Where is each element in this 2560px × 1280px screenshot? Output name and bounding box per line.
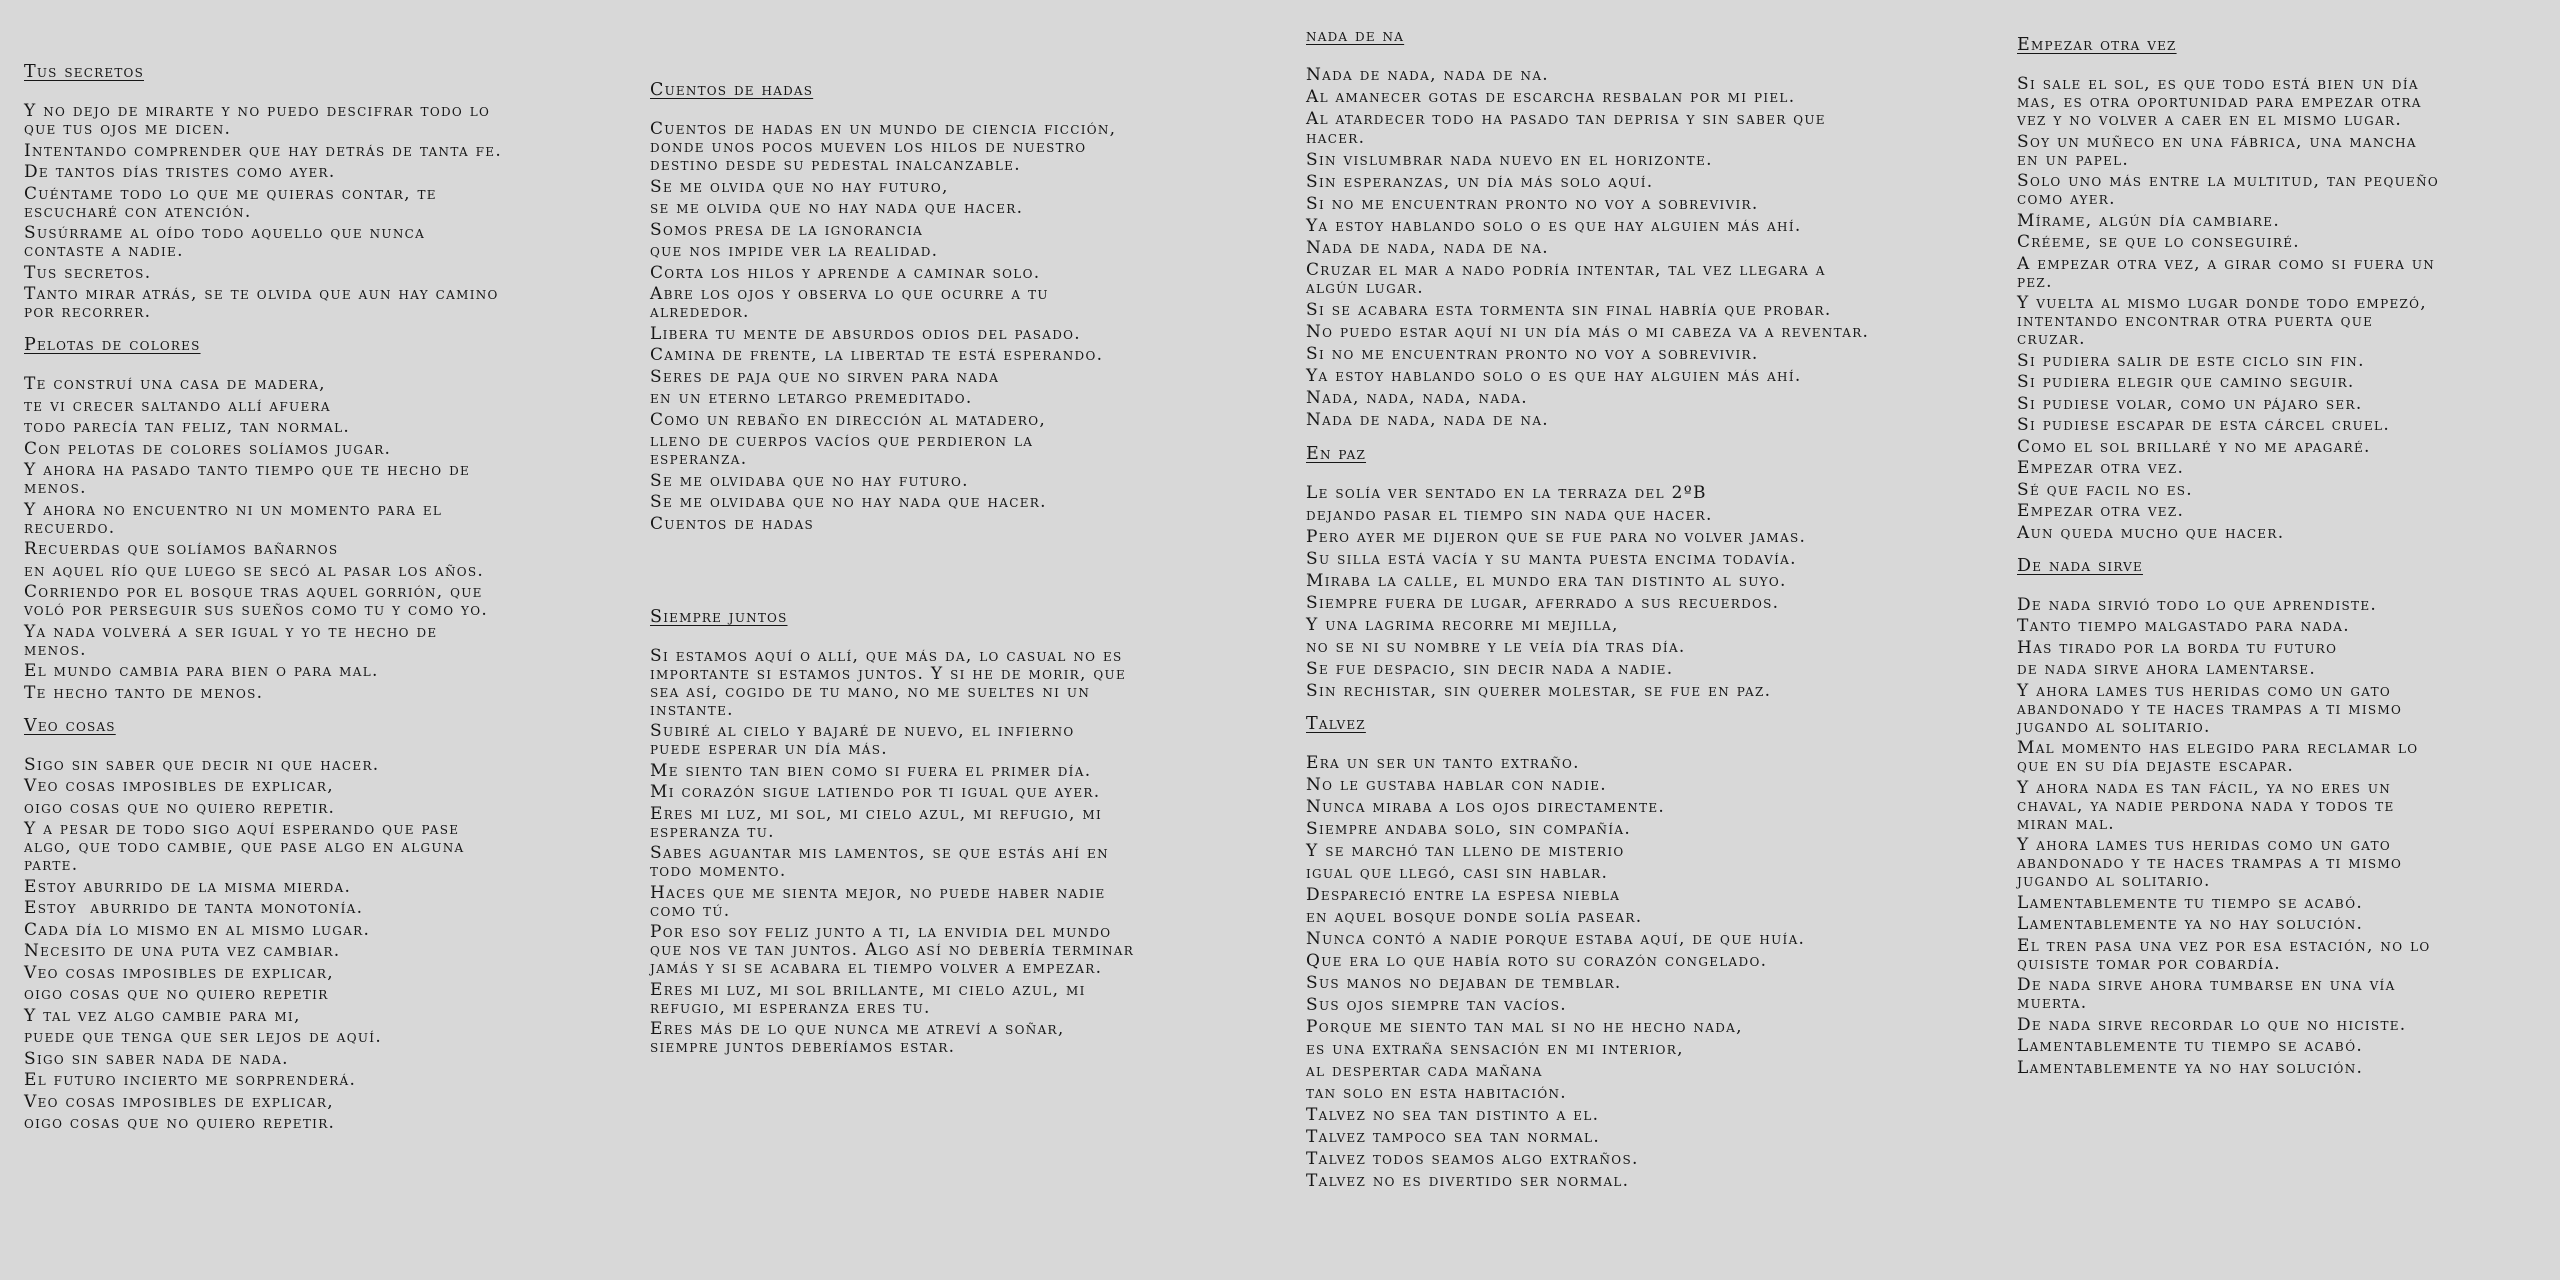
poem-line: Tus secretos. — [24, 262, 152, 283]
poem-line: Y ahora no encuentro ni un momento para el recuerdo. — [24, 499, 443, 538]
poem-line: Sin rechistar, sin querer molestar, se fue en paz. — [1306, 680, 1772, 701]
poem-line: Intentando comprender que hay detrás de tanta fe. — [24, 140, 503, 161]
poem-line: Y una lagrima recorre mi mejilla, — [1306, 614, 1619, 635]
poem-line: Y ahora nada es tan fácil, ya no eres un chaval, ya nadie perdona nada y todos te miran mal. — [2017, 777, 2395, 834]
poem-line: todo parecía tan feliz, tan normal. — [24, 417, 351, 437]
poem-line: De tantos días tristes como ayer. — [24, 162, 336, 182]
poem-line: Sin esperanzas, un día más solo aquí. — [1306, 171, 1654, 192]
poem-line: Si pudiese volar, como un pájaro ser. — [2017, 393, 2363, 414]
poem-line: Ya estoy hablando solo o es que hay alguien más ahí. — [1306, 215, 1802, 236]
poem-line: Porque me siento tan mal si no he hecho nada, — [1306, 1017, 1743, 1037]
poem-line: Abre los ojos y observa lo que ocurre a tu alrededor. — [650, 284, 1049, 322]
poem-line: Si estamos aquí o allí, que más da, lo casual no es importante si estamos juntos. Y si he de morir, que sea así, cogido de tu mano, no me sueltes ni un instante. — [650, 645, 1127, 720]
poem-line: Ya estoy hablando solo o es que hay alguien más ahí. — [1306, 366, 1802, 386]
poem-line: Cada día lo mismo en al mismo lugar. — [24, 919, 371, 940]
poem-line: Y se marchó tan lleno de misterio — [1306, 841, 1625, 861]
poem-line: Y a pesar de todo sigo aquí esperando que pase algo, que todo cambie, que pase algo en alguna parte. — [24, 819, 465, 875]
poem — [1306, 444, 1946, 701]
poem-line: Le solía ver sentado en la terraza del 2ºB — [1306, 482, 1707, 503]
column-4 — [2017, 35, 2547, 1091]
poem-line: Sus manos no dejaban de temblar. — [1306, 973, 1622, 993]
poem-line: tan solo en esta habitación. — [1306, 1083, 1568, 1103]
poem-line: Nunca miraba a los ojos directamente. — [1306, 797, 1666, 817]
poem-line: Veo cosas imposibles de explicar, — [24, 1091, 334, 1112]
poem-line: que nos impide ver la realidad. — [650, 241, 939, 261]
poem-line: Empezar otra vez. — [2017, 501, 2185, 521]
poem-line: Y no dejo de mirarte y no puedo descifrar todo lo que tus ojos me dicen. — [24, 101, 491, 139]
poem-line: Siempre fuera de lugar, aferrado a sus recuerdos. — [1306, 592, 1780, 613]
poem-line: Libera tu mente de absurdos odios del pasado. — [650, 323, 1081, 344]
poem-line: no se ni su nombre y le veía día tras día. — [1306, 636, 1686, 657]
poem-line: igual que llegó, casi sin hablar. — [1306, 863, 1609, 883]
poem-line: Has tirado por la borda tu futuro — [2017, 637, 2338, 658]
poem-line: Tanto mirar atrás, se te olvida que aun hay camino por recorrer. — [24, 284, 499, 322]
poem-line: Sabes aguantar mis lamentos, se que estás ahí en todo momento. — [650, 843, 1109, 881]
poem-title: Cuentos de hadas — [650, 80, 814, 100]
poem-line: Sus ojos siempre tan vacíos. — [1306, 995, 1567, 1015]
poem-line: Sigo sin saber que decir ni que hacer. — [24, 754, 380, 775]
poem-title: Empezar otra vez — [2017, 35, 2177, 55]
poem-line: De nada sirve recordar lo que no hiciste. — [2017, 1014, 2407, 1035]
poem-line: se me olvida que no hay nada que hacer. — [650, 198, 1024, 218]
poem-line: Nada de nada, nada de na. — [1306, 410, 1549, 430]
poem — [650, 607, 1290, 1057]
poem-line: Si no me encuentran pronto no voy a sobrevivir. — [1306, 344, 1759, 364]
poem-line: oigo cosas que no quiero repetir — [24, 984, 329, 1004]
poem-line: Soy un muñeco en una fábrica, una mancha en un papel. — [2017, 131, 2417, 170]
poem-line: Se me olvidaba que no hay futuro. — [650, 470, 969, 491]
poem-line: Susúrrame al oído todo aquello que nunca contaste a nadie. — [24, 223, 426, 261]
poem-line: Talvez tampoco sea tan normal. — [1306, 1127, 1601, 1147]
poem-line: Corta los hilos y aprende a caminar solo. — [650, 262, 1041, 283]
poem-line: Corriendo por el bosque tras aquel gorrión, que voló por perseguir sus sueños como tu y como yo. — [24, 582, 489, 620]
poem-line: Lamentablemente ya no hay solución. — [2017, 914, 2364, 934]
poem-line: Por eso soy feliz junto a ti, la envidia del mundo que nos ve tan juntos. Algo así no debería terminar jamás y si se acabara el tiempo volver a empezar. — [650, 922, 1135, 978]
poem-title: Siempre juntos — [650, 606, 788, 627]
poem-line: Al amanecer gotas de escarcha resbalan por mi piel. — [1306, 87, 1796, 107]
poem-line: Si se acabara esta tormenta sin final habría que probar. — [1306, 300, 1832, 320]
poem-line: Y ahora ha pasado tanto tiempo que te hecho de menos. — [24, 460, 471, 498]
poem-line: Y vuelta al mismo lugar donde todo empezó, intentando encontrar otra puerta que cruzar. — [2017, 293, 2428, 349]
column-3 — [1306, 26, 1946, 1205]
poem-line: Mal momento has elegido para reclamar lo que en su día dejaste escapar. — [2017, 738, 2419, 776]
poem-line: De nada sirve ahora tumbarse en una vía muerta. — [2017, 975, 2396, 1013]
poem-line: Mírame, algún día cambiare. — [2017, 210, 2281, 231]
poem-line: Lamentablemente tu tiempo se acabó. — [2017, 1036, 2364, 1056]
poem-line: Sigo sin saber nada de nada. — [24, 1048, 289, 1069]
poem-line: Miraba la calle, el mundo era tan distinto al suyo. — [1306, 570, 1787, 591]
poem-line: oigo cosas que no quiero repetir. — [24, 1113, 336, 1133]
poem — [650, 80, 1290, 533]
poem-line: al despertar cada mañana — [1306, 1061, 1543, 1081]
poem-line: dejando pasar el tiempo sin nada que hacer. — [1306, 504, 1713, 525]
poem-line: Al atardecer todo ha pasado tan deprisa y sin saber que hacer. — [1306, 109, 1826, 148]
poem — [2017, 556, 2547, 1077]
poem-line: No puedo estar aquí ni un día más o mi cabeza va a reventar. — [1306, 322, 1870, 342]
poem-line: Créeme, se que lo conseguiré. — [2017, 232, 2300, 252]
poem-line: Talvez todos seamos algo extraños. — [1306, 1149, 1639, 1169]
poem-line: Haces que me sienta mejor, no puede haber nadie como tú. — [650, 882, 1106, 921]
poem-line: De nada sirvió todo lo que aprendiste. — [2017, 594, 2378, 615]
poem-title: Talvez — [1306, 714, 1366, 734]
poem-line: Eres mi luz, mi sol, mi cielo azul, mi refugio, mi esperanza tu. — [650, 803, 1102, 842]
poem-line: puede que tenga que ser lejos de aquí. — [24, 1027, 383, 1047]
poem-line: Seres de paja que no sirven para nada — [650, 366, 1000, 387]
poem-line: Como el sol brillaré y no me apagaré. — [2017, 436, 2371, 457]
poem-line: Nada de nada, nada de na. — [1306, 237, 1549, 258]
column-1 — [24, 62, 624, 1146]
poem-line: Estoy aburrido de tanta monotonía. — [24, 898, 364, 918]
poem — [1306, 26, 1946, 430]
poem-line: Su silla está vacía y su manta puesta encima todavía. — [1306, 548, 1797, 569]
poem-line: Si pudiese escapar de esta cárcel cruel. — [2017, 415, 2391, 435]
poem-line: oigo cosas que no quiero repetir. — [24, 797, 336, 818]
poem-line: Sé que facil no es. — [2017, 479, 2193, 500]
poem-title: Veo cosas — [24, 715, 116, 736]
poem-line: Talvez no es divertido ser normal. — [1306, 1171, 1630, 1191]
poem-line: Nunca contó a nadie porque estaba aquí, de que huía. — [1306, 929, 1806, 949]
poem-line: Veo cosas imposibles de explicar, — [24, 776, 334, 796]
poem-line: El futuro incierto me sorprenderá. — [24, 1070, 357, 1090]
poem — [24, 62, 624, 321]
poem-line: lleno de cuerpos vacíos que perdieron la esperanza. — [650, 431, 1034, 469]
poem-line: Recuerdas que solíamos bañarnos — [24, 539, 339, 559]
poem-line: Y ahora lames tus heridas como un gato abandonado y te haces trampas a ti mismo jugando al solitario. — [2017, 835, 2403, 891]
poem-line: Camina de frente, la libertad te está esperando. — [650, 345, 1104, 365]
poem-line: Estoy aburrido de la misma mierda. — [24, 876, 352, 897]
poem-line: Siempre andaba solo, sin compañía. — [1306, 819, 1632, 839]
poem-line: El mundo cambia para bien o para mal. — [24, 661, 379, 681]
poem-line: Subiré al cielo y bajaré de nuevo, el infierno puede esperar un día más. — [650, 721, 1075, 759]
poem-line: Si pudiera salir de este ciclo sin fin. — [2017, 350, 2365, 371]
poem-line: Te hecho tanto de menos. — [24, 682, 264, 703]
poem-line: Con pelotas de colores solíamos jugar. — [24, 438, 392, 459]
poem-line: Nada, nada, nada, nada. — [1306, 388, 1528, 408]
poem-line: Se me olvidaba que no hay nada que hacer. — [650, 492, 1047, 512]
column-2 — [650, 80, 1290, 1070]
poem-line: de nada sirve ahora lamentarse. — [2017, 659, 2317, 679]
poem-line: Me siento tan bien como si fuera el primer día. — [650, 760, 1092, 781]
poem-line: Que era lo que había roto su corazón congelado. — [1306, 951, 1768, 971]
poem-line: Pero ayer me dijeron que se fue para no volver jamas. — [1306, 526, 1807, 547]
poem-line: Eres mi luz, mi sol brillante, mi cielo azul, mi refugio, mi esperanza eres tu. — [650, 979, 1086, 1018]
poem-line: Solo uno más entre la multitud, tan pequeño como ayer. — [2017, 171, 2440, 209]
poem-line: Se me olvida que no hay futuro, — [650, 176, 949, 197]
poem-line: Mi corazón sigue latiendo por ti igual que ayer. — [650, 782, 1101, 802]
poem-line: es una extraña sensación en mi interior, — [1306, 1039, 1684, 1059]
poem-line: Ya nada volverá a ser igual y yo te hecho de menos. — [24, 621, 438, 660]
poem-line: Despareció entre la espesa niebla — [1306, 885, 1621, 905]
poem-line: Cuéntame todo lo que me quieras contar, te escucharé con atención. — [24, 183, 437, 222]
poem-title: En paz — [1306, 443, 1367, 464]
poem — [24, 716, 624, 1133]
poem-line: Lamentablemente tu tiempo se acabó. — [2017, 892, 2364, 913]
poem-line: en aquel río que luego se secó al pasar los años. — [24, 560, 485, 581]
poem-line: Nada de nada, nada de na. — [1306, 65, 1549, 85]
poem-line: Y tal vez algo cambie para mi, — [24, 1005, 301, 1026]
poem — [1306, 714, 1946, 1191]
poem-line: Eres más de lo que nunca me atreví a soñar, siempre juntos deberíamos estar. — [650, 1019, 1065, 1057]
poem-line: Te construí una casa de madera, — [24, 374, 326, 394]
poem-line: Aun queda mucho que hacer. — [2017, 522, 2285, 543]
poem-line: Era un ser un tanto extraño. — [1306, 753, 1580, 773]
poem-line: en un eterno letargo premeditado. — [650, 388, 973, 408]
poem-line: No le gustaba hablar con nadie. — [1306, 775, 1608, 795]
poem-line: Necesito de una puta vez cambiar. — [24, 941, 341, 961]
poem-line: Empezar otra vez. — [2017, 458, 2185, 478]
poem-line: Veo cosas imposibles de explicar, — [24, 962, 334, 983]
poem-line: te vi crecer saltando allí afuera — [24, 395, 331, 416]
poem-line: Sin vislumbrar nada nuevo en el horizonte. — [1306, 149, 1713, 170]
poem-line: en aquel bosque donde solía pasear. — [1306, 907, 1643, 927]
poem-line: Como un rebaño en dirección al matadero, — [650, 409, 1047, 430]
poem-line: Somos presa de la ignorancia — [650, 219, 924, 240]
poem-line: Si no me encuentran pronto no voy a sobrevivir. — [1306, 193, 1759, 214]
poem-line: Cuentos de hadas en un mundo de ciencia ficción, donde unos pocos mueven los hilos de nuestro destino desde su pedestal inalcanzable. — [650, 119, 1117, 175]
poem — [2017, 35, 2547, 542]
poem-title: Pelotas de colores — [24, 335, 201, 355]
poem — [24, 335, 624, 702]
poem-line: Cuentos de hadas — [650, 513, 815, 534]
poem-title: nada de na — [1306, 26, 1405, 46]
poem-line: Talvez no sea tan distinto a el. — [1306, 1105, 1600, 1125]
poem-title: Tus secretos — [24, 62, 144, 82]
poem-line: Lamentablemente ya no hay solución. — [2017, 1057, 2364, 1078]
poem-line: Si sale el sol, es que todo está bien un día mas, es otra oportunidad para empezar otra vez y no volver a caer en el mismo lugar. — [2017, 74, 2422, 130]
poem-line: Cruzar el mar a nado podría intentar, tal vez llegara a algún lugar. — [1306, 259, 1826, 298]
poem-line: Se fue despacio, sin decir nada a nadie. — [1306, 658, 1674, 679]
poem-line: Si pudiera elegir que camino seguir. — [2017, 372, 2355, 392]
poem-line: Tanto tiempo malgastado para nada. — [2017, 616, 2350, 636]
poem-line: Y ahora lames tus heridas como un gato abandonado y te haces trampas a ti mismo jugando al solitario. — [2017, 680, 2403, 737]
poem-line: El tren pasa una vez por esa estación, no lo quisiste tomar por cobardía. — [2017, 935, 2431, 974]
spacer — [650, 547, 1290, 607]
poem-line: A empezar otra vez, a girar como si fuera un pez. — [2017, 253, 2436, 292]
poem-title: De nada sirve — [2017, 555, 2143, 576]
